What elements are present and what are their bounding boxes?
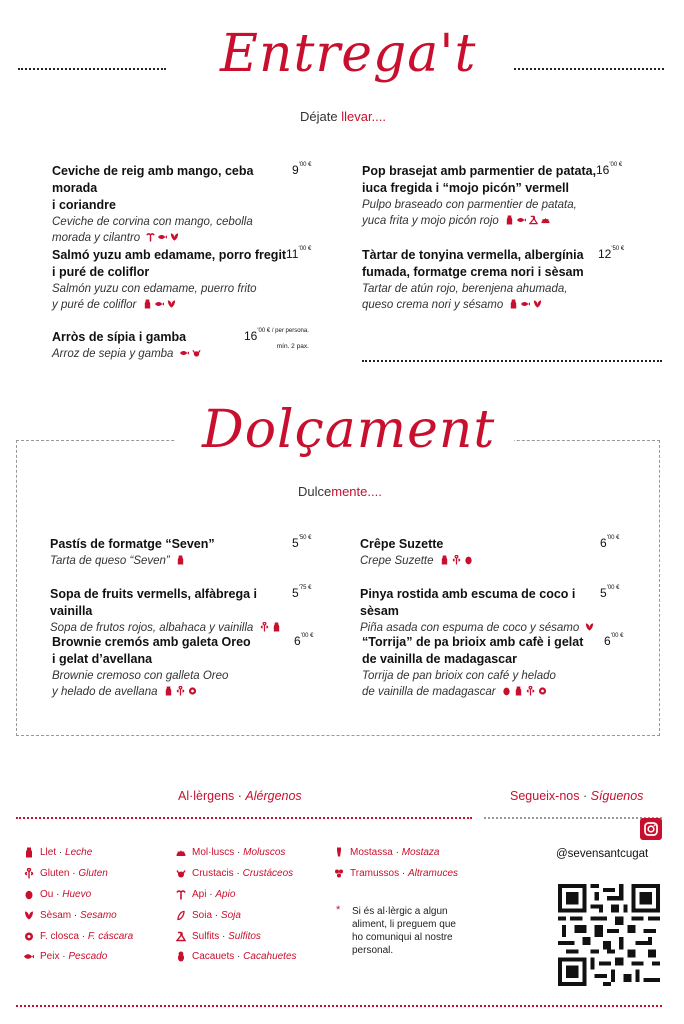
sesame-icon xyxy=(170,232,179,242)
milk-icon xyxy=(272,622,281,632)
wheat-icon xyxy=(176,686,185,696)
allergens-top-dots xyxy=(16,817,472,819)
menu-item-salmo xyxy=(52,247,292,313)
sesame-icon xyxy=(585,622,594,632)
egg-icon xyxy=(464,555,473,565)
celery-icon xyxy=(146,232,155,242)
allergen-note: Si és al·lèrgic a algun aliment, li preguem que ho comuniqui al nostre personal. xyxy=(352,906,456,956)
item-name: “Torrija” de pa brioix amb cafè i gelat de vainilla de madagascar xyxy=(362,635,584,666)
item-name: Salmó yuzu amb edamame, porro fregit i puré de coliflor xyxy=(52,248,287,279)
section-title-entregat: Entrega't xyxy=(220,24,477,84)
allergen-sulphites: Sulfits · Sulfitos xyxy=(176,931,261,942)
allergen-crustaceans: Crustacis · Crustáceos xyxy=(176,868,293,879)
allergen-soy: Soia · Soja xyxy=(176,910,241,921)
egg-icon xyxy=(502,686,511,696)
social-title: Segueix-nos · Síguenos xyxy=(510,789,644,803)
nut-icon xyxy=(188,686,197,696)
fish-icon xyxy=(155,299,164,309)
item-desc: Ceviche de corvina con mango, cebolla morada y cilantro xyxy=(52,216,253,244)
section-subtitle-dolcament: Dulcemente.... xyxy=(298,484,382,499)
milk-icon xyxy=(505,215,514,225)
allergens-title: Al·lèrgens · Alérgenos xyxy=(178,789,302,803)
shell-icon xyxy=(176,847,186,858)
allergen-celery: Api · Apio xyxy=(176,889,235,900)
allergen-nuts: F. closca · F. cáscara xyxy=(24,931,133,942)
allergen-lupin: Tramussos · Altramuces xyxy=(334,868,458,879)
allergen-gluten: Gluten · Gluten xyxy=(24,868,108,879)
item-price: $6^{'00 €}$ xyxy=(604,633,624,648)
item-desc: Piña asada con espuma de coco y sésamo xyxy=(360,620,600,636)
section-title-dolcament: Dolçament xyxy=(202,400,496,460)
instagram-handle[interactable]: @sevensantcugat xyxy=(556,848,649,860)
sesame-icon xyxy=(24,910,34,921)
nut-icon xyxy=(24,931,34,942)
item-name: Arròs de sípia i gamba xyxy=(52,330,187,344)
wheat-icon xyxy=(452,555,461,565)
sulphite-icon xyxy=(529,215,538,225)
qr-code[interactable] xyxy=(558,884,660,986)
soy-icon xyxy=(176,910,186,921)
left-divider-dots xyxy=(18,68,166,70)
mustard-icon xyxy=(334,847,344,858)
item-desc: Sopa de frutos rojos, albahaca y vainilla xyxy=(50,620,300,636)
item-desc: Tarta de queso “Seven” xyxy=(50,553,290,569)
item-price: $16^{'00 € / per persona.}$ mín. 2 pax. xyxy=(244,328,309,350)
milk-icon xyxy=(143,299,152,309)
item-price: $6^{'00 €}$ xyxy=(600,535,620,550)
item-price: $16^{'00 €}$ xyxy=(596,162,623,177)
dessert-torrija xyxy=(362,634,602,700)
fish-icon xyxy=(180,348,189,358)
milk-icon xyxy=(164,686,173,696)
item-desc: Pulpo braseado con parmentier de patata, yuca frita y mojo picón rojo xyxy=(362,199,577,227)
crab-icon xyxy=(176,868,186,879)
sulphite-icon xyxy=(176,931,186,942)
item-price: $9^{'00 €}$ xyxy=(292,162,312,177)
lupin-icon xyxy=(334,868,344,879)
milk-icon xyxy=(440,555,449,565)
milk-icon xyxy=(514,686,523,696)
milk-icon xyxy=(509,299,518,309)
peanut-icon xyxy=(176,951,186,962)
menu-item-arros xyxy=(52,329,252,362)
sesame-icon xyxy=(533,299,542,309)
social-top-dots xyxy=(484,817,662,819)
dessert-pastis xyxy=(50,536,290,569)
dessert-crepe xyxy=(360,536,590,569)
bottom-dots xyxy=(16,1005,662,1007)
crab-icon xyxy=(192,348,201,358)
egg-icon xyxy=(24,889,34,900)
allergen-molluscs: Mol·luscs · Moluscos xyxy=(176,847,285,858)
item-desc: Salmón yuzu con edamame, puerro frito y puré de coliflor xyxy=(52,283,257,311)
allergen-milk: Llet · Leche xyxy=(24,847,92,858)
item-price: $6^{'00 €}$ xyxy=(294,633,314,648)
item-desc: Tartar de atún rojo, berenjena ahumada, queso crema nori y sésamo xyxy=(362,283,568,311)
fish-icon xyxy=(521,299,530,309)
item-name: Brownie cremós amb galeta Oreo i gelat d’avellana xyxy=(52,635,251,666)
item-name: Crêpe Suzette xyxy=(360,537,444,551)
fish-icon xyxy=(24,951,34,962)
item-price: $5^{'75 €}$ xyxy=(292,585,312,600)
item-price: $12^{'50 €}$ xyxy=(598,246,625,261)
item-name: Pinya rostida amb escuma de coco i sèsam xyxy=(360,587,576,618)
item-name: Ceviche de reig amb mango, ceba morada i coriandre xyxy=(52,164,254,212)
item-name: Pastís de formatge “Seven” xyxy=(50,537,215,551)
allergen-sesame: Sèsam · Sesamo xyxy=(24,910,117,921)
section-subtitle-entregat: Déjate llevar.... xyxy=(300,109,386,124)
item-desc: Arroz de sepia y gamba xyxy=(52,346,252,362)
section1-bottom-dots xyxy=(362,360,662,362)
dessert-brownie xyxy=(52,634,292,700)
allergen-egg: Ou · Huevo xyxy=(24,889,91,900)
shell-icon xyxy=(541,215,550,225)
menu-item-tartar xyxy=(362,247,602,313)
sesame-icon xyxy=(167,299,176,309)
dessert-sopa xyxy=(50,586,300,636)
item-desc: Torrija de pan brioix con café y helado de vainilla de madagascar xyxy=(362,670,556,698)
item-name: Tàrtar de tonyina vermella, albergínia fumada, formatge crema nori i sèsam xyxy=(362,248,584,279)
item-price: $5^{'50 €}$ xyxy=(292,535,312,550)
instagram-icon[interactable] xyxy=(640,818,662,840)
item-desc: Brownie cremoso con galleta Oreo y helado de avellana xyxy=(52,670,229,698)
celery-icon xyxy=(176,889,186,900)
wheat-icon xyxy=(260,622,269,632)
right-divider-dots xyxy=(514,68,664,70)
item-name: Sopa de fruits vermells, alfàbrega i vainilla xyxy=(50,587,258,618)
fish-icon xyxy=(517,215,526,225)
menu-item-pop xyxy=(362,163,602,229)
menu-item-ceviche xyxy=(52,163,292,246)
wheat-icon xyxy=(24,868,34,879)
allergen-mustard: Mostassa · Mostaza xyxy=(334,847,440,858)
wheat-icon xyxy=(526,686,535,696)
item-desc: Crepe Suzette xyxy=(360,553,590,569)
allergen-note-star: * xyxy=(336,904,341,916)
dessert-pinya xyxy=(360,586,600,636)
allergen-fish: Peix · Pescado xyxy=(24,951,107,962)
milk-icon xyxy=(176,555,185,565)
item-price: $11^{'00 €}$ xyxy=(286,246,312,261)
item-price: $5^{'00 €}$ xyxy=(600,585,620,600)
allergen-peanuts: Cacauets · Cacahuetes xyxy=(176,951,297,962)
fish-icon xyxy=(158,232,167,242)
item-name: Pop brasejat amb parmentier de patata, iuca fregida i “mojo picón” vermell xyxy=(362,164,597,195)
nut-icon xyxy=(538,686,547,696)
milk-icon xyxy=(24,847,34,858)
